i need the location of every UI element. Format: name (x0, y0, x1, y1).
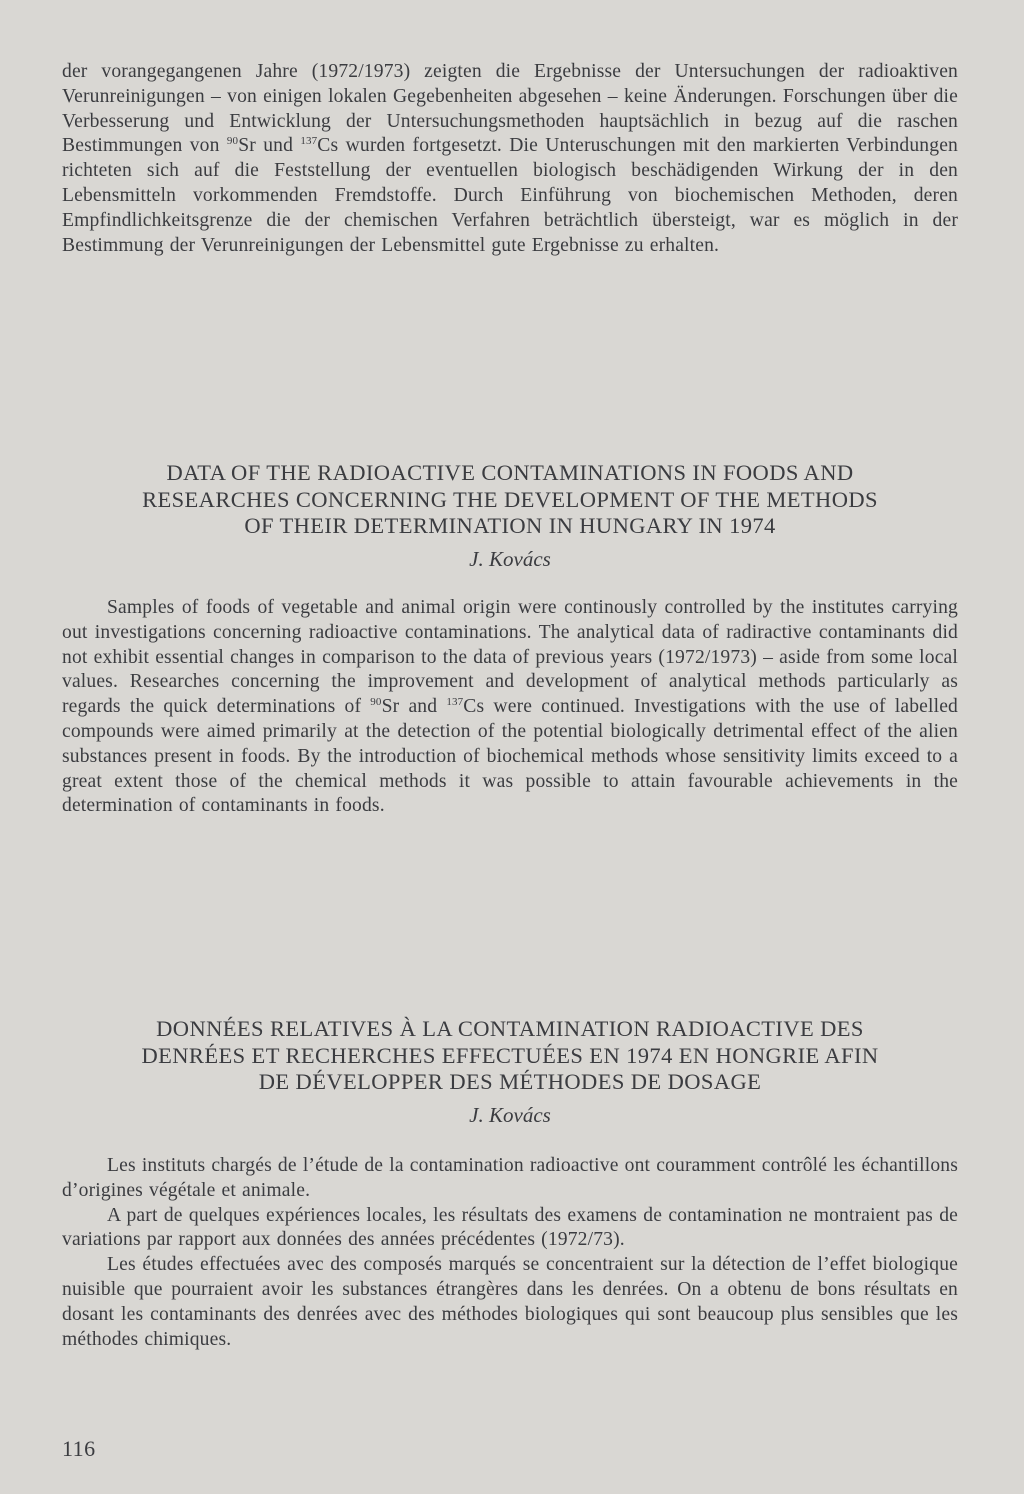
french-title-line-3: DE DÉVELOPPER DES MÉTHODES DE DOSAGE (258, 1069, 762, 1094)
page-number: 116 (62, 1436, 96, 1461)
german-text-part-2: Sr und (238, 135, 301, 157)
english-isotope-sr-mass: 90 (370, 696, 382, 709)
english-abstract-paragraph (62, 596, 958, 819)
english-text-part-2: Sr and (381, 696, 447, 718)
french-abstract (62, 1154, 958, 1352)
german-summary-paragraph (62, 60, 958, 258)
english-title-line-3: OF THEIR DETERMINATION IN HUNGARY IN 1974 (244, 513, 776, 538)
german-text-part-1: der vorangegangenen Jahre (1972/1973) zeigten die Ergebnisse der Untersuchungen der radioaktiven Verunreinigungen – von einigen lokalen Gegebenheiten abgesehen – keine Änderungen. Forschungen über die Verbesserung und Entwicklung der Untersuchungsmethoden hauptsächlich in bezug auf die raschen Bestimmungen von (62, 61, 958, 157)
french-paragraph-3: Les études effectuées avec des composés marqués se concentraient sur la détection de l’effet biologique nuisible que pourraient avoir les substances étrangères dans les denrées. On a obtenu de bons résultats en dosant les contaminants des denrées avec des méthodes biologiques qui sont beaucoup plus sensibles que les méthodes chimiques. (62, 1254, 958, 1350)
french-title-line-1: DONNÉES RELATIVES À LA CONTAMINATION RADIOACTIVE DES (156, 1016, 864, 1041)
french-paragraph-2: A part de quelques expériences locales, les résultats des examens de contamination ne montraient pas de variations par rapport aux données des années précédentes (1972/73). (62, 1204, 958, 1251)
english-title-line-2: RESEARCHES CONCERNING THE DEVELOPMENT OF THE METHODS (142, 486, 878, 512)
english-text-part-1: Samples of foods of vegetable and animal origin were continously controlled by the institutes carrying out investigations concerning radioactive contaminations. The analytical data of radiractive contaminants did not exhibit essential changes in comparison to the data of previous years (1972/1973) – aside from some local values. Researches concerning the improvement and development of analytical methods particularly as regards the quick determinations of (62, 597, 958, 718)
french-article-header (62, 1016, 958, 1128)
english-article-header (62, 460, 958, 572)
english-author: J. Kovács (469, 546, 551, 571)
french-author: J. Kovács (469, 1102, 551, 1127)
english-title-line-1: DATA OF THE RADIOACTIVE CONTAMINATIONS IN FOODS AND (166, 460, 854, 485)
german-text-part-3: Cs wurden fortgesetzt. Die Unteruschungen mit den markierten Verbindungen richteten sich auf die Feststellung der eventuellen biologisch beschädigenden Wirkung der in den Lebensmitteln vorkommenden Fremdstoffe. Durch Einführung von biochemischen Methoden, deren Empfindlichkeitsgrenze die der chemischen Verfahren beträchtlich übersteigt, war es möglich in der Bestimmung der Verunreinigungen der Lebensmittel gute Ergebnisse zu erhalten. (62, 135, 958, 256)
english-text-part-3: Cs were continued. Investigations with the use of labelled compounds were aimed primarily at the detection of the potential biologically detrimental effect of the alien substances present in foods. By the introduction of biochemical methods whose sensitivity limits exceed to a great extent those of the chemical methods it was possible to attain favourable achievements in the determination of contaminants in foods. (62, 696, 958, 817)
german-isotope-sr-mass: 90 (226, 135, 239, 148)
french-paragraph-1: Les instituts chargés de l’étude de la contamination radioactive ont couramment contrôlé les échantillons d’origines végétale et animale. (62, 1155, 958, 1201)
english-isotope-cs-mass: 137 (446, 696, 464, 709)
french-title-line-2: DENRÉES ET RECHERCHES EFFECTUÉES EN 1974 EN HONGRIE AFIN (141, 1042, 879, 1068)
german-isotope-cs-mass: 137 (300, 135, 318, 148)
